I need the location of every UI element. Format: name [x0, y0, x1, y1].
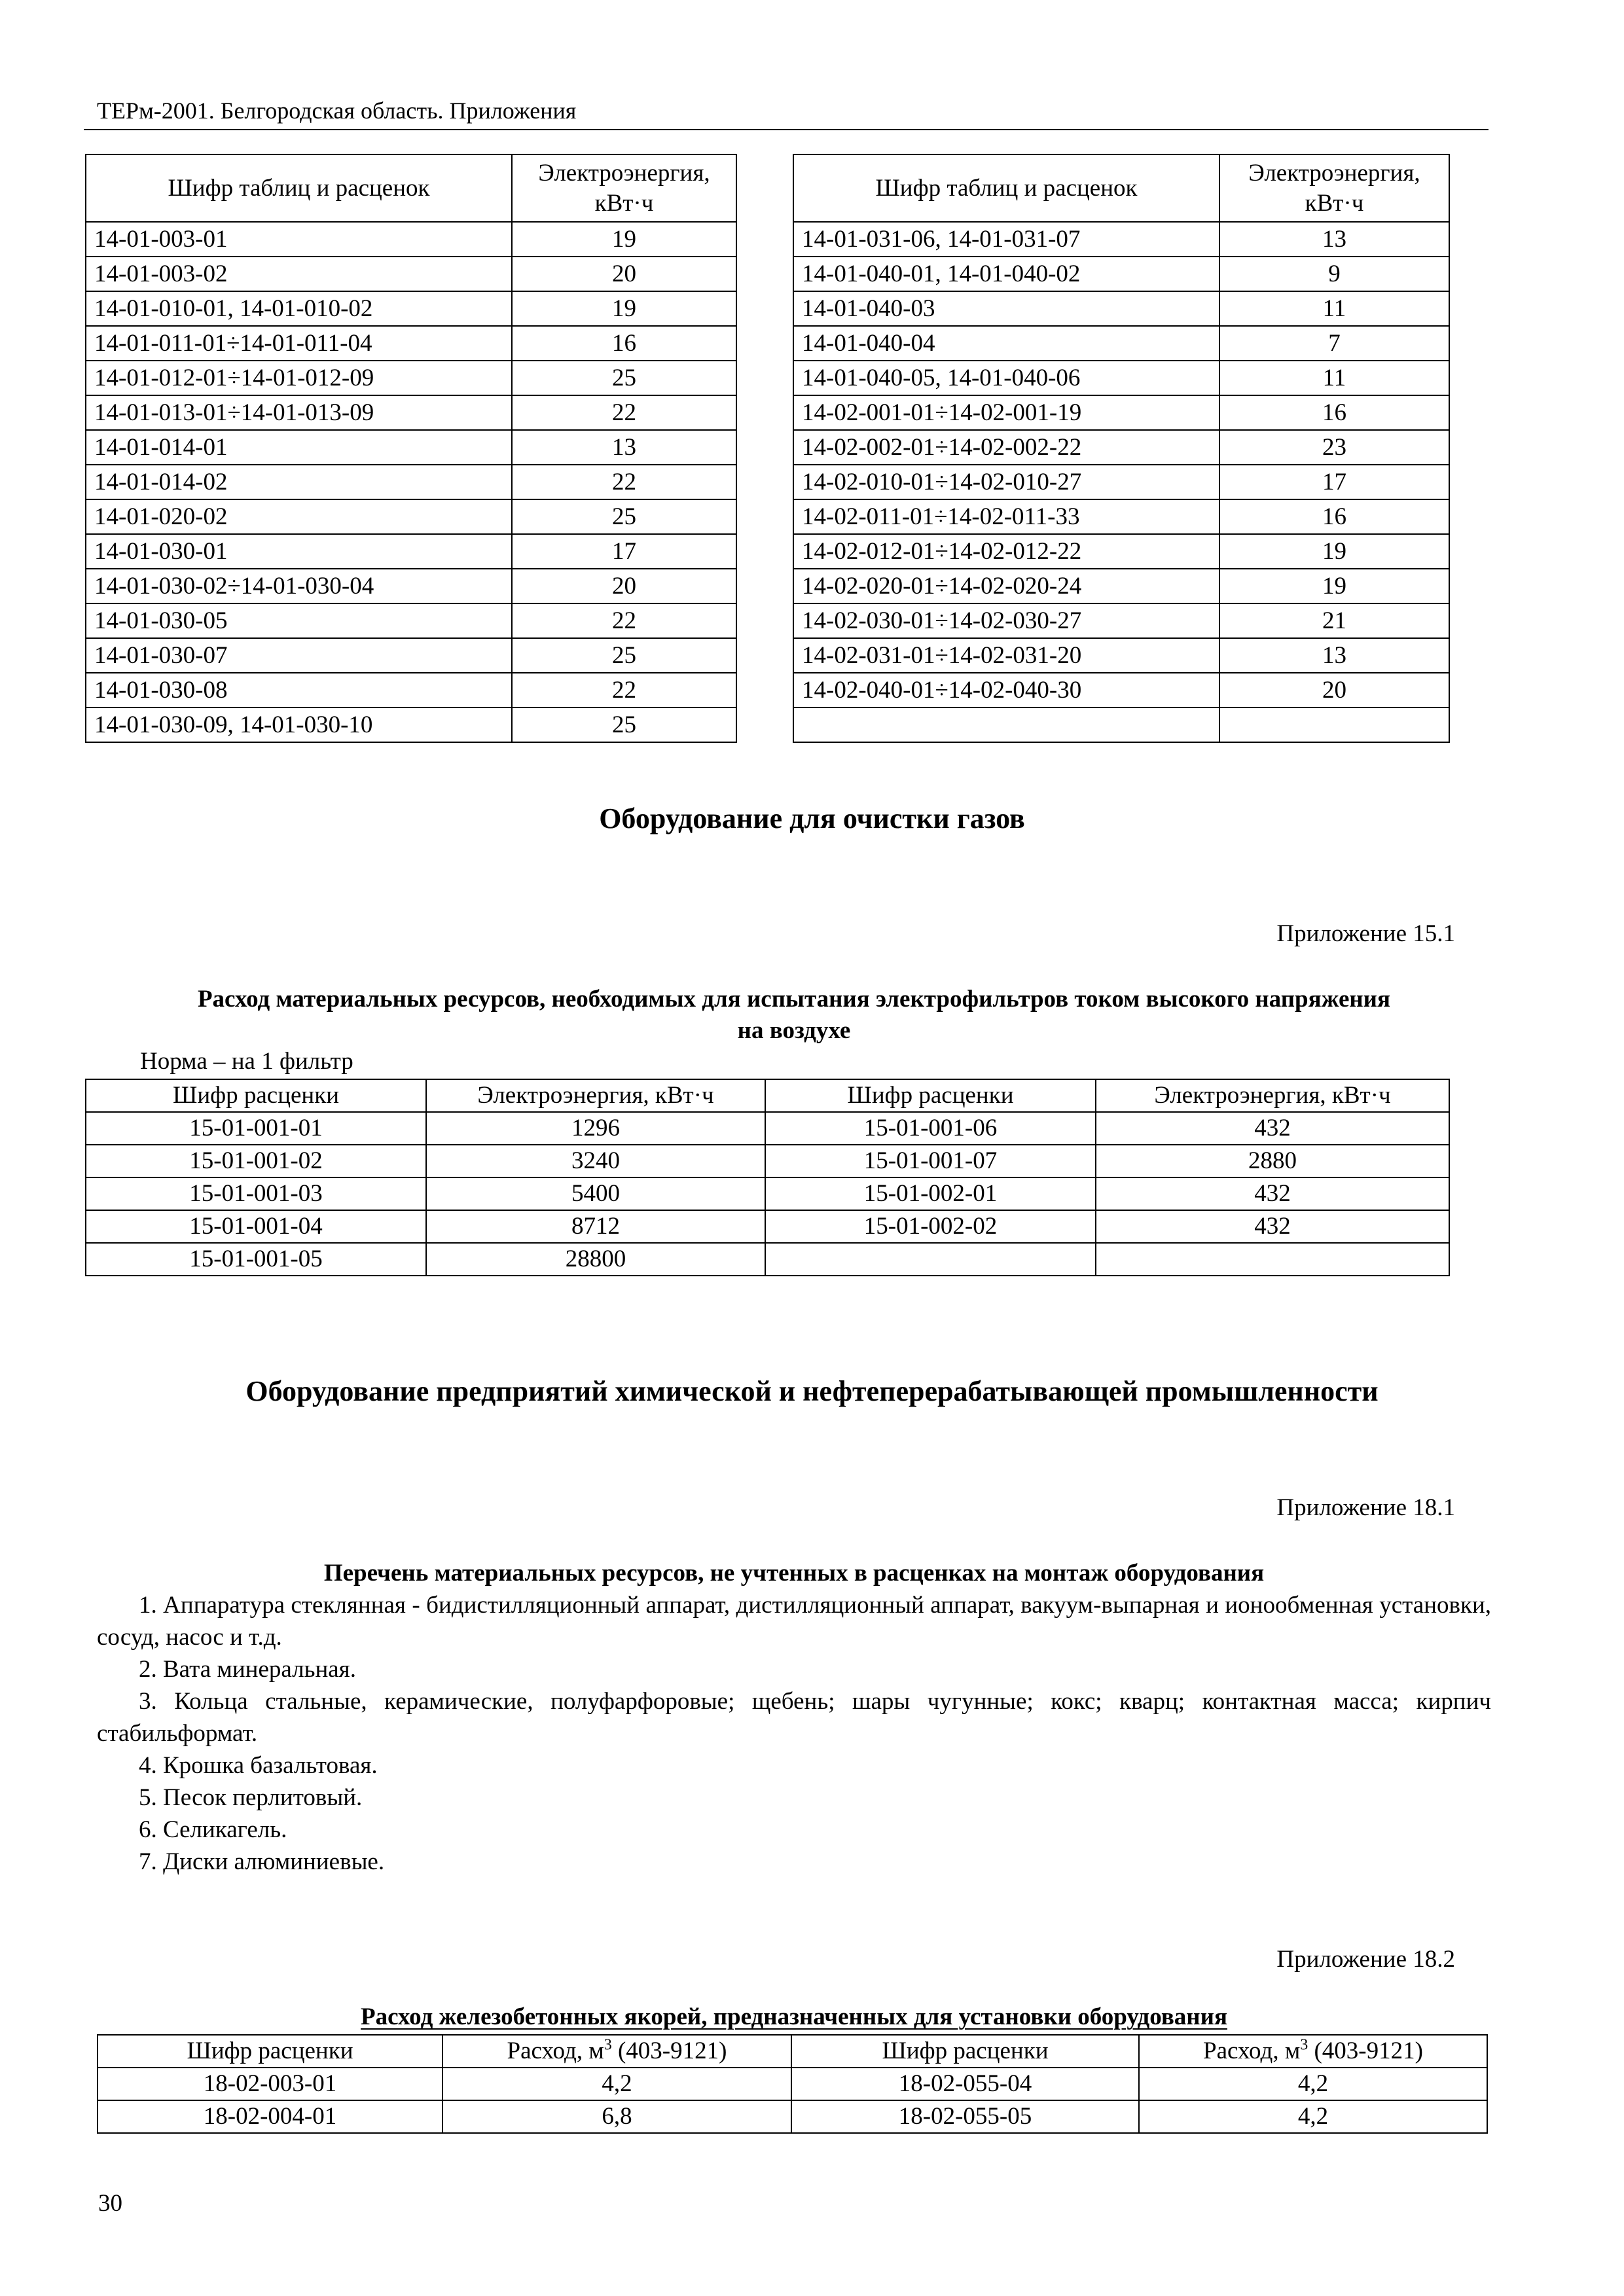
table-cell: 14-01-012-01÷14-01-012-09	[86, 361, 512, 395]
table-cell: 11	[1219, 361, 1449, 395]
table-header-row	[86, 154, 736, 222]
table-row	[793, 638, 1449, 673]
section-title-gas-cleaning: Оборудование для очистки газов	[599, 802, 1025, 834]
table-cell: 14-01-030-08	[86, 673, 512, 708]
table-row	[86, 1112, 1449, 1145]
table-cell: 15-01-001-07	[765, 1145, 1096, 1177]
table-cell: 22	[512, 673, 736, 708]
usage-suffix: (403-9121)	[611, 2037, 727, 2064]
table-row	[86, 673, 736, 708]
table-cell: 14-01-030-09, 14-01-030-10	[86, 708, 512, 742]
table-cell: 14-02-031-01÷14-02-031-20	[793, 638, 1219, 673]
table-cell: 14-01-030-02÷14-01-030-04	[86, 569, 512, 603]
list-item: 3. Кольца стальные, керамические, полуфарфоровые; щебень; шары чугунные; кокс; кварц; контактная масса; кирпич стабильформат.	[97, 1688, 1491, 1747]
header-energy-text: Электроэнергия, кВт·ч	[1248, 159, 1420, 217]
resources-list	[97, 1589, 1491, 1878]
table-row	[86, 222, 736, 257]
table-cell: 25	[512, 638, 736, 673]
table-cell: 8712	[426, 1210, 765, 1243]
table-cell: 14-01-013-01÷14-01-013-09	[86, 395, 512, 430]
table-cell: 4,2	[1139, 2100, 1487, 2133]
table-cell: 28800	[426, 1243, 765, 1276]
table-cell: 14-02-012-01÷14-02-012-22	[793, 534, 1219, 569]
table-cell: 14-01-040-04	[793, 326, 1219, 361]
table-cell: 25	[512, 361, 736, 395]
header-energy	[512, 154, 736, 222]
table-row	[86, 326, 736, 361]
table-row	[793, 499, 1449, 534]
electrofilter-table	[85, 1079, 1450, 1276]
table-cell: 14-02-002-01÷14-02-002-22	[793, 430, 1219, 465]
list-title-18-1: Перечень материальных ресурсов, не учтенных в расценках на монтаж оборудования	[323, 1560, 1265, 1587]
table-cell: 432	[1096, 1210, 1449, 1243]
table-cell: 19	[512, 222, 736, 257]
table-header-row	[86, 1079, 1449, 1112]
list-item: 4. Крошка базальтовая.	[139, 1752, 378, 1779]
table-cell: 21	[1219, 603, 1449, 638]
table-header-row	[98, 2035, 1487, 2068]
table-cell: 19	[1219, 534, 1449, 569]
table-row	[793, 603, 1449, 638]
header-code: Шифр расценки	[98, 2035, 442, 2068]
table-header-row	[793, 154, 1449, 222]
table-row	[98, 2100, 1487, 2133]
table-row	[793, 430, 1449, 465]
list-item: 2. Вата минеральная.	[139, 1656, 356, 1683]
table-cell: 16	[1219, 499, 1449, 534]
table-row	[98, 2068, 1487, 2100]
table-cell: 7	[1219, 326, 1449, 361]
table-cell: 22	[512, 395, 736, 430]
table-cell: 14-01-014-01	[86, 430, 512, 465]
table-row	[86, 361, 736, 395]
table-cell: 18-02-003-01	[98, 2068, 442, 2100]
table-cell: 14-01-030-01	[86, 534, 512, 569]
table-cell: 25	[512, 708, 736, 742]
usage-prefix: Расход, м	[1203, 2037, 1301, 2064]
table-row	[86, 1210, 1449, 1243]
table-row	[86, 499, 736, 534]
usage-sup: 3	[604, 2036, 612, 2054]
table-cell: 14-01-003-01	[86, 222, 512, 257]
header-usage	[442, 2035, 791, 2068]
table-cell: 6,8	[442, 2100, 791, 2133]
table-row	[793, 569, 1449, 603]
table-cell: 2880	[1096, 1145, 1449, 1177]
table-cell: 15-01-001-01	[86, 1112, 426, 1145]
table-cell: 14-01-040-05, 14-01-040-06	[793, 361, 1219, 395]
header-usage	[1139, 2035, 1487, 2068]
table-cell: 13	[1219, 638, 1449, 673]
table-cell: 14-02-040-01÷14-02-040-30	[793, 673, 1219, 708]
page-header: ТЕРм-2001. Белгородская область. Приложения	[97, 98, 577, 124]
table-row	[86, 257, 736, 291]
table-cell: 1296	[426, 1112, 765, 1145]
table-cell: 14-01-020-02	[86, 499, 512, 534]
table-cell: 18-02-055-04	[791, 2068, 1139, 2100]
table-cell: 20	[512, 569, 736, 603]
table-cell: 16	[512, 326, 736, 361]
table-cell: 22	[512, 603, 736, 638]
table-cell: 4,2	[442, 2068, 791, 2100]
table-row	[793, 361, 1449, 395]
table-cell: 5400	[426, 1177, 765, 1210]
header-code: Шифр таблиц и расценок	[793, 154, 1219, 222]
table-row	[793, 395, 1449, 430]
page-number: 30	[98, 2190, 122, 2217]
table-cell: 432	[1096, 1112, 1449, 1145]
table-cell: 14-01-040-03	[793, 291, 1219, 326]
table-cell: 15-01-001-03	[86, 1177, 426, 1210]
table-cell	[1219, 708, 1449, 742]
header-energy: Электроэнергия, кВт·ч	[426, 1079, 765, 1112]
table-cell: 17	[512, 534, 736, 569]
table-cell: 15-01-002-01	[765, 1177, 1096, 1210]
table-cell: 15-01-001-06	[765, 1112, 1096, 1145]
table-row	[86, 465, 736, 499]
appendix-18-1: Приложение 18.1	[1276, 1494, 1455, 1521]
table-cell: 17	[1219, 465, 1449, 499]
table-title-15-1-line2: на воздухе	[737, 1017, 851, 1044]
table-row	[793, 465, 1449, 499]
table-title-18-2: Расход железобетонных якорей, предназначенных для установки оборудования	[361, 2003, 1227, 2030]
table-row	[793, 708, 1449, 742]
energy-table-left	[85, 154, 737, 743]
table-cell: 11	[1219, 291, 1449, 326]
anchor-table	[97, 2034, 1488, 2134]
table-cell: 14-01-030-07	[86, 638, 512, 673]
table-cell: 20	[512, 257, 736, 291]
appendix-18-2: Приложение 18.2	[1276, 1946, 1455, 1973]
table-row	[86, 1243, 1449, 1276]
table-cell: 14-01-014-02	[86, 465, 512, 499]
table-row	[793, 291, 1449, 326]
table-cell: 14-02-010-01÷14-02-010-27	[793, 465, 1219, 499]
table-row	[86, 638, 736, 673]
usage-suffix: (403-9121)	[1308, 2037, 1423, 2064]
table-cell: 25	[512, 499, 736, 534]
table-cell: 19	[512, 291, 736, 326]
table-cell: 14-02-030-01÷14-02-030-27	[793, 603, 1219, 638]
table-row	[86, 1145, 1449, 1177]
table-cell: 14-02-020-01÷14-02-020-24	[793, 569, 1219, 603]
table-row	[86, 534, 736, 569]
norma-note: Норма – на 1 фильтр	[140, 1048, 353, 1075]
list-item: 5. Песок перлитовый.	[139, 1784, 363, 1811]
table-row	[86, 603, 736, 638]
table-row	[793, 326, 1449, 361]
table-cell: 14-02-011-01÷14-02-011-33	[793, 499, 1219, 534]
table-cell: 15-01-001-02	[86, 1145, 426, 1177]
table-row	[86, 430, 736, 465]
header-code: Шифр расценки	[791, 2035, 1139, 2068]
table-cell: 22	[512, 465, 736, 499]
table-cell: 14-01-003-02	[86, 257, 512, 291]
list-item: 7. Диски алюминиевые.	[139, 1848, 385, 1875]
table-row	[86, 569, 736, 603]
header-energy-text: Электроэнергия, кВт·ч	[538, 159, 710, 217]
table-row	[793, 534, 1449, 569]
header-code: Шифр расценки	[86, 1079, 426, 1112]
table-cell: 14-01-010-01, 14-01-010-02	[86, 291, 512, 326]
table-row	[793, 673, 1449, 708]
table-row	[86, 1177, 1449, 1210]
table-cell: 15-01-002-02	[765, 1210, 1096, 1243]
header-energy	[1219, 154, 1449, 222]
table-cell: 432	[1096, 1177, 1449, 1210]
table-cell: 19	[1219, 569, 1449, 603]
usage-prefix: Расход, м	[507, 2037, 604, 2064]
table-cell: 14-02-001-01÷14-02-001-19	[793, 395, 1219, 430]
table-cell: 15-01-001-05	[86, 1243, 426, 1276]
header-code: Шифр таблиц и расценок	[86, 154, 512, 222]
table-row	[86, 708, 736, 742]
appendix-15-1: Приложение 15.1	[1276, 920, 1455, 947]
list-item: 1. Аппаратура стеклянная - бидистилляционный аппарат, дистилляционный аппарат, вакуум-выпарная и ионообменная установки, сосуд, насос и т.д.	[97, 1592, 1491, 1651]
table-cell: 3240	[426, 1145, 765, 1177]
table-cell	[793, 708, 1219, 742]
table-cell: 14-01-030-05	[86, 603, 512, 638]
table-cell: 13	[512, 430, 736, 465]
table-row	[86, 395, 736, 430]
header-code: Шифр расценки	[765, 1079, 1096, 1112]
header-divider	[84, 129, 1489, 130]
table-cell: 15-01-001-04	[86, 1210, 426, 1243]
table-cell: 13	[1219, 222, 1449, 257]
header-energy: Электроэнергия, кВт·ч	[1096, 1079, 1449, 1112]
table-cell: 20	[1219, 673, 1449, 708]
table-cell: 23	[1219, 430, 1449, 465]
table-title-15-1-line1: Расход материальных ресурсов, необходимых для испытания электрофильтров током высокого напряжения	[197, 986, 1391, 1013]
table-cell	[1096, 1243, 1449, 1276]
table-row	[793, 222, 1449, 257]
table-cell: 14-01-011-01÷14-01-011-04	[86, 326, 512, 361]
table-cell: 9	[1219, 257, 1449, 291]
table-row	[86, 291, 736, 326]
section-title-chemical: Оборудование предприятий химической и нефтеперерабатывающей промышленности	[245, 1375, 1379, 1407]
table-cell: 14-01-031-06, 14-01-031-07	[793, 222, 1219, 257]
table-cell: 14-01-040-01, 14-01-040-02	[793, 257, 1219, 291]
table-cell: 4,2	[1139, 2068, 1487, 2100]
table-cell	[765, 1243, 1096, 1276]
table-cell: 16	[1219, 395, 1449, 430]
table-row	[793, 257, 1449, 291]
energy-table-right	[793, 154, 1450, 743]
list-item: 6. Селикагель.	[139, 1816, 287, 1843]
usage-sup: 3	[1300, 2036, 1308, 2054]
table-cell: 18-02-004-01	[98, 2100, 442, 2133]
table-cell: 18-02-055-05	[791, 2100, 1139, 2133]
